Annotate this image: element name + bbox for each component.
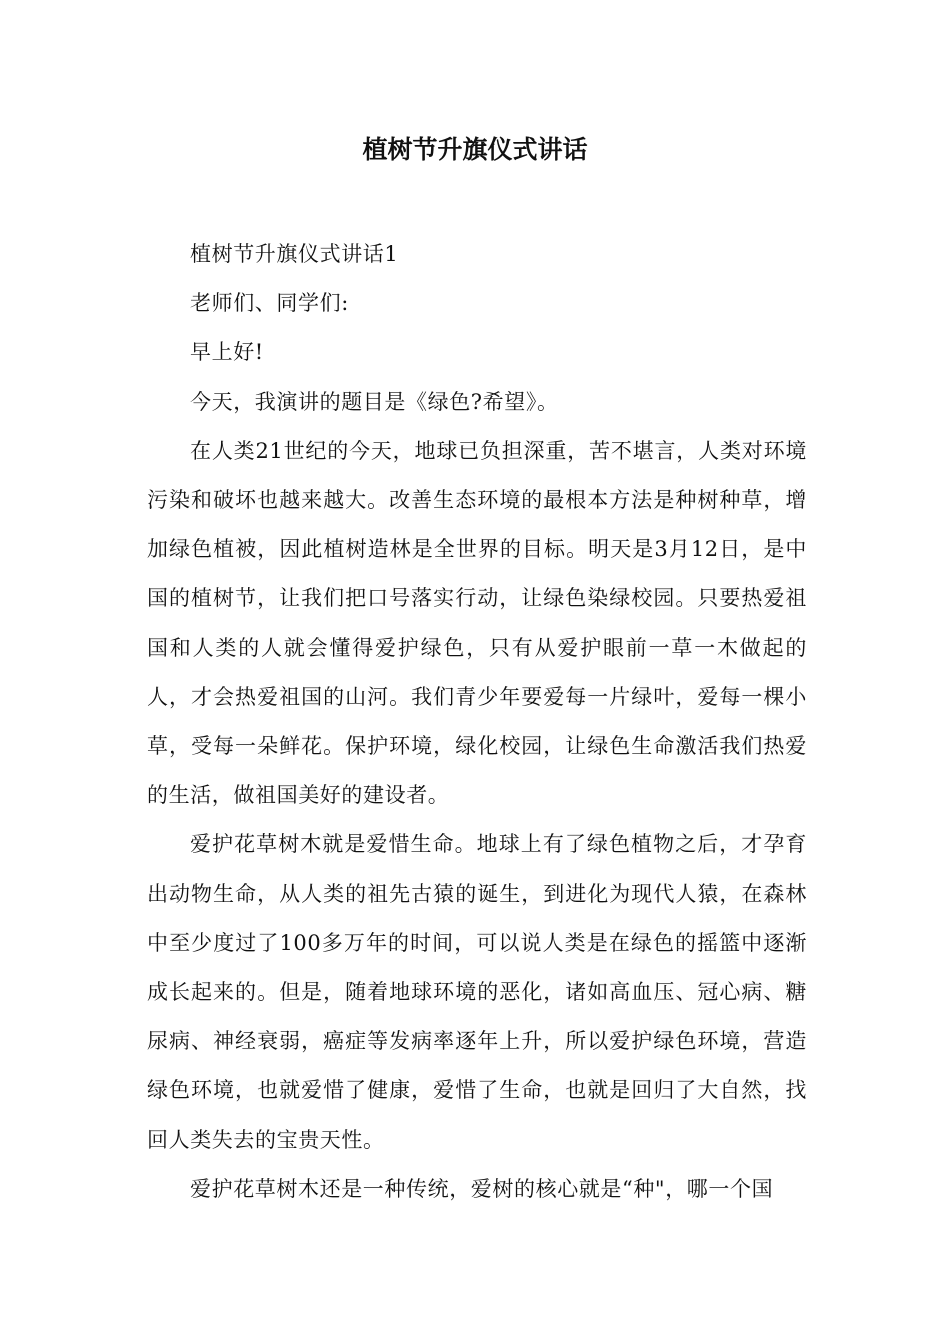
- document-body: [147, 230, 807, 1214]
- paragraph-heading: 植树节升旗仪式讲话1: [190, 242, 399, 266]
- document-title: 植树节升旗仪式讲话: [362, 135, 588, 164]
- paragraph-salutation: 老师们、同学们:: [190, 291, 349, 316]
- paragraph-topic: 今天，我演讲的题目是《绿色?希望》。: [190, 389, 559, 414]
- paragraph-body-2: 爱护花草树木就是爱惜生命。地球上有了绿色植物之后，才孕育出动物生命，从人类的祖先古猿的诞生，到进化为现代人猿，在森林中至少度过了100多万年的时间，可以说人类是在绿色的摇篮中逐渐成长起来的。但是，随着地球环境的恶化，诸如高血压、冠心病、糖尿病、神经衰弱，癌症等发病率逐年上升，所以爱护绿色环境，营造绿色环境，也就爱惜了健康，爱惜了生命，也就是回归了大自然，找回人类失去的宝贵天性。: [147, 832, 807, 1152]
- paragraph-body-3: 爱护花草树木还是一种传统，爱树的核心就是“种"，哪一个国: [190, 1176, 774, 1201]
- paragraph-body-1: 在人类21世纪的今天，地球已负担深重，苦不堪言，人类对环境污染和破坏也越来越大。改善生态环境的最根本方法是种树种草，增加绿色植被，因此植树造林是全世界的目标。明天是3月12日，是中国的植树节，让我们把口号落实行动，让绿色染绿校园。只要热爱祖国和人类的人就会懂得爱护绿色，只有从爱护眼前一草一木做起的人，才会热爱祖国的山河。我们青少年要爱每一片绿叶，爱每一棵小草，受每一朵鲜花。保护环境，绿化校园，让绿色生命激活我们热爱的生活，做祖国美好的建设者。: [147, 438, 807, 808]
- paragraph-greeting: 早上好!: [190, 340, 264, 365]
